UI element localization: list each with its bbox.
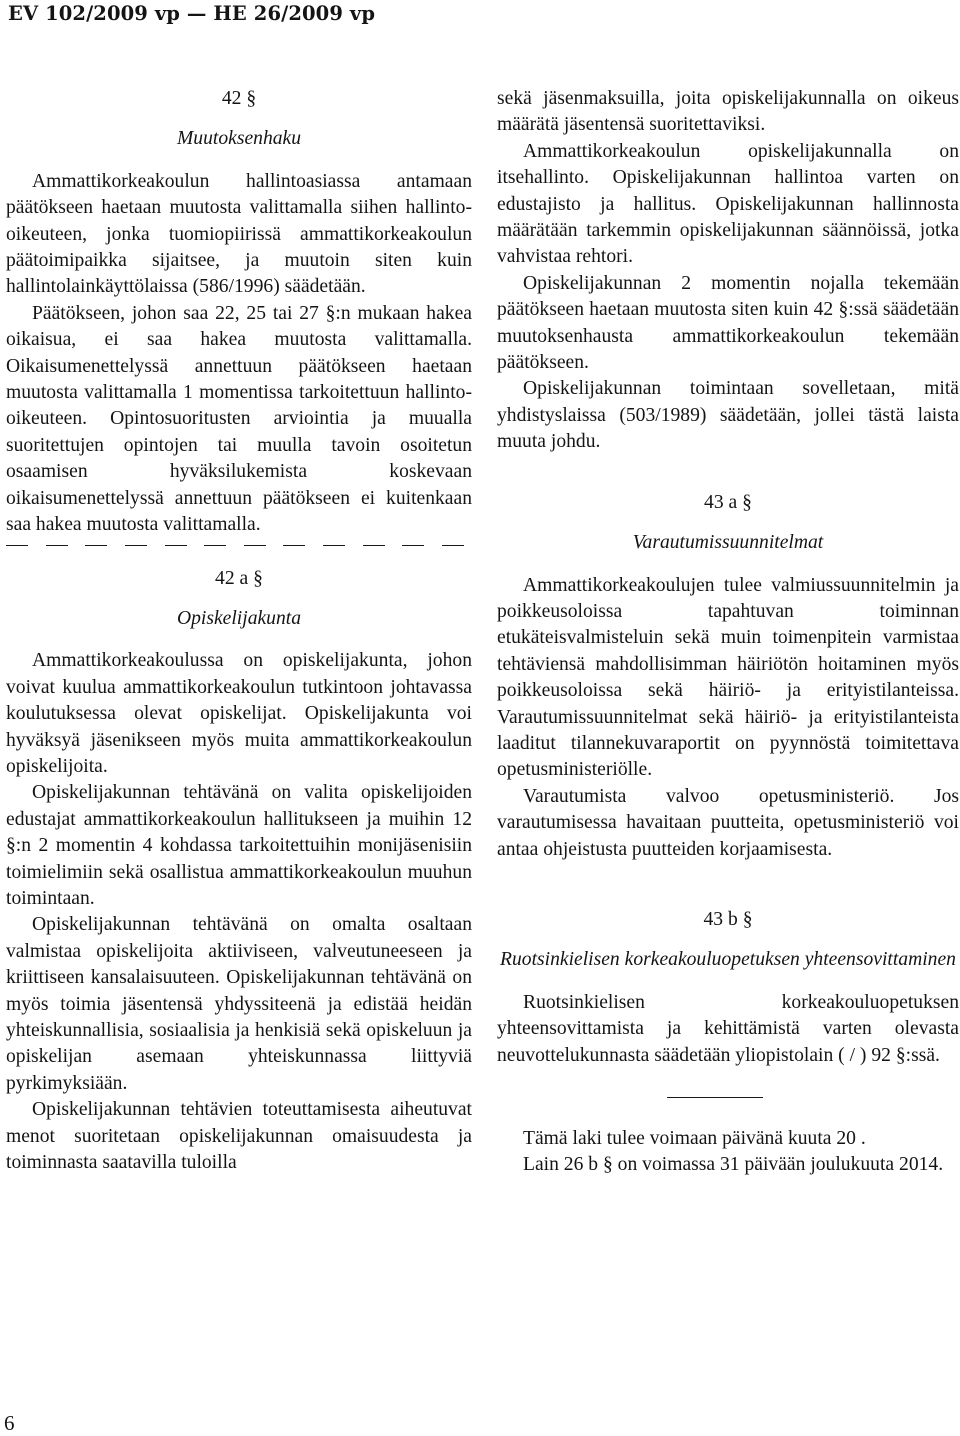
section-42a-paragraph-5: Ammattikorkeakoulun opiskelijakunnalla on itsehallinto. Opiskelijakunnan hallintoa varten on edustajisto ja hallitus. Opiskelijakunnan hallinnosta määrätään tarkemmin opiskelijakunnan säännöissä, jotka vahvistaa rehtori. xyxy=(497,140,959,268)
section-42a-number: 42 a § xyxy=(215,567,263,589)
right-column xyxy=(497,86,959,1179)
section-42-title: Muutoksenhaku xyxy=(176,128,302,150)
section-42-number: 42 § xyxy=(221,88,257,109)
section-43b-title: Ruotsinkielisen korkeakouluopetuksen yhteensovittaminen xyxy=(500,949,956,971)
section-42-paragraph-2: Päätökseen, johon saa 22, 25 tai 27 §:n mukaan hakea oikaisua, ei saa hakea muutosta valittamalla. Oikaisumenettelyssä annettuun päätökseen haetaan muutosta valittamalla 1 momentissa tarkoitettuun hallinto-oikeuteen. Opintosuoritusten arviointia ja muualla suoritettujen opintojen tai muulla tavoin osoitetun osaamisen hyväksilukemista koskevaan oikaisumenettelyssä annettuun päätökseen ei kuitenkaan saa hakea muutosta valittamalla. xyxy=(6,302,472,536)
section-43b-number: 43 b § xyxy=(703,908,753,930)
section-43a-number: 43 a § xyxy=(704,491,752,513)
section-42a-paragraph-3: Opiskelijakunnan tehtävänä on omalta osaltaan valmistaa opiskelijoita aktiiviseen, valveutuneeseen ja kriittiseen kansalaisuuteen. Opiskelijakunnan tehtävänä on myös toimia jäsentensä yhdyssiteenä ja edistää heidän yhteiskunnallisia, sosiaalisia ja henkisiä sekä opiskeluun ja opiskelijan asemaan yhteiskunnassa liittyviä pyrkimyksiään. xyxy=(6,914,472,1094)
section-42a-paragraph-6: Opiskelijakunnan 2 momentin nojalla tekemään päätökseen haetaan muutosta siten kuin 42 §:ssä säädetään muutoksenhausta ammattikorkeakoulun tekemään päätökseen. xyxy=(497,272,959,374)
section-42a-paragraph-1: Ammattikorkeakoulussa on opiskelijakunta, johon voivat kuulua ammattikorkeakoulun tutkintoon johtavassa koulutuksessa olevat opiskelijat. Opiskelijakunta voi hyväksyä jäsenikseen myös muita ammattikorkeakoulun opiskelijoita. xyxy=(6,650,472,777)
omission-dashes xyxy=(6,545,472,546)
section-42a-paragraph-2: Opiskelijakunnan tehtävänä on valita opiskelijoiden edustajat ammattikorkeakoulun hallitukseen ja muihin 12 §:n 2 momentin 4 kohdassa tarkoitettuihin monijäsenisiin toimielimiin sekä osallistua ammattikorkeakoulun muuhun toimintaan. xyxy=(6,782,472,909)
section-43a-title: Varautumissuunnitelmat xyxy=(632,532,824,554)
section-43a-paragraph-2: Varautumista valvoo opetusministeriö. Jos varautumisessa havaitaan puutteita, opetusministeriö voi antaa ohjeistusta puutteiden korjaamisesta. xyxy=(497,785,959,860)
continued-paragraph: sekä jäsenmaksuilla, joita opiskelijakunnalla on oikeus määrätä jäsentensä suoritettaviksi. xyxy=(497,88,959,136)
separator-rule xyxy=(667,1097,763,1098)
section-43a-paragraph-1: Ammattikorkeakoulujen tulee valmiussuunnitelmin ja poikkeusoloissa tapahtuvan toiminnan etukäteisvalmisteluin sekä muin toimenpitein varmistaa tehtäviensä mahdollisimman häiriötön hoitaminen myös poikkeusoloissa sekä häiriö- ja erityistilanteissa. Varautumissuunnitelmat sekä häiriö- ja erityistilanteista laaditut tilannekuvaraportit on pyynnöstä toimitettava opetusministeriölle. xyxy=(497,574,959,781)
section-42a-paragraph-4: Opiskelijakunnan tehtävien toteuttamisesta aiheutuvat menot suoritetaan opiskelijakunnan omaisuudesta ja toiminnasta saatavilla tuloilla xyxy=(6,1099,472,1174)
section-43b-paragraph-1: Ruotsinkielisen korkeakouluopetuksen yhteensovittamista ja kehittämistä varten olevasta neuvottelukunnasta säädetään yliopistolain ( / ) 92 §:ssä. xyxy=(497,991,959,1066)
page-header: EV 102/2009 vp — HE 26/2009 vp xyxy=(8,2,376,25)
section-42a-paragraph-7: Opiskelijakunnan toimintaan sovelletaan, mitä yhdistyslaissa (503/1989) säädetään, jollei tästä laista muuta johdu. xyxy=(497,378,959,453)
left-column xyxy=(6,86,472,1176)
section-42a-title: Opiskelijakunta xyxy=(176,607,302,629)
validity-paragraph: Lain 26 b § on voimassa 31 päivään joulukuuta 2014. xyxy=(523,1154,944,1176)
page-number: 6 xyxy=(4,1411,15,1435)
section-42-paragraph-1: Ammattikorkeakoulun hallintoasiassa antamaan päätökseen haetaan muutosta valittamalla siihen hallinto-oikeuteen, jonka tuomiopiirissä ammattikorkeakoulun päätoimipaikka sijaitsee, ja muutoin siten kuin hallintolainkäyttölaissa (586/1996) säädetään. xyxy=(6,170,472,298)
entry-into-force-paragraph: Tämä laki tulee voimaan päivänä kuuta 20 . xyxy=(523,1128,866,1149)
